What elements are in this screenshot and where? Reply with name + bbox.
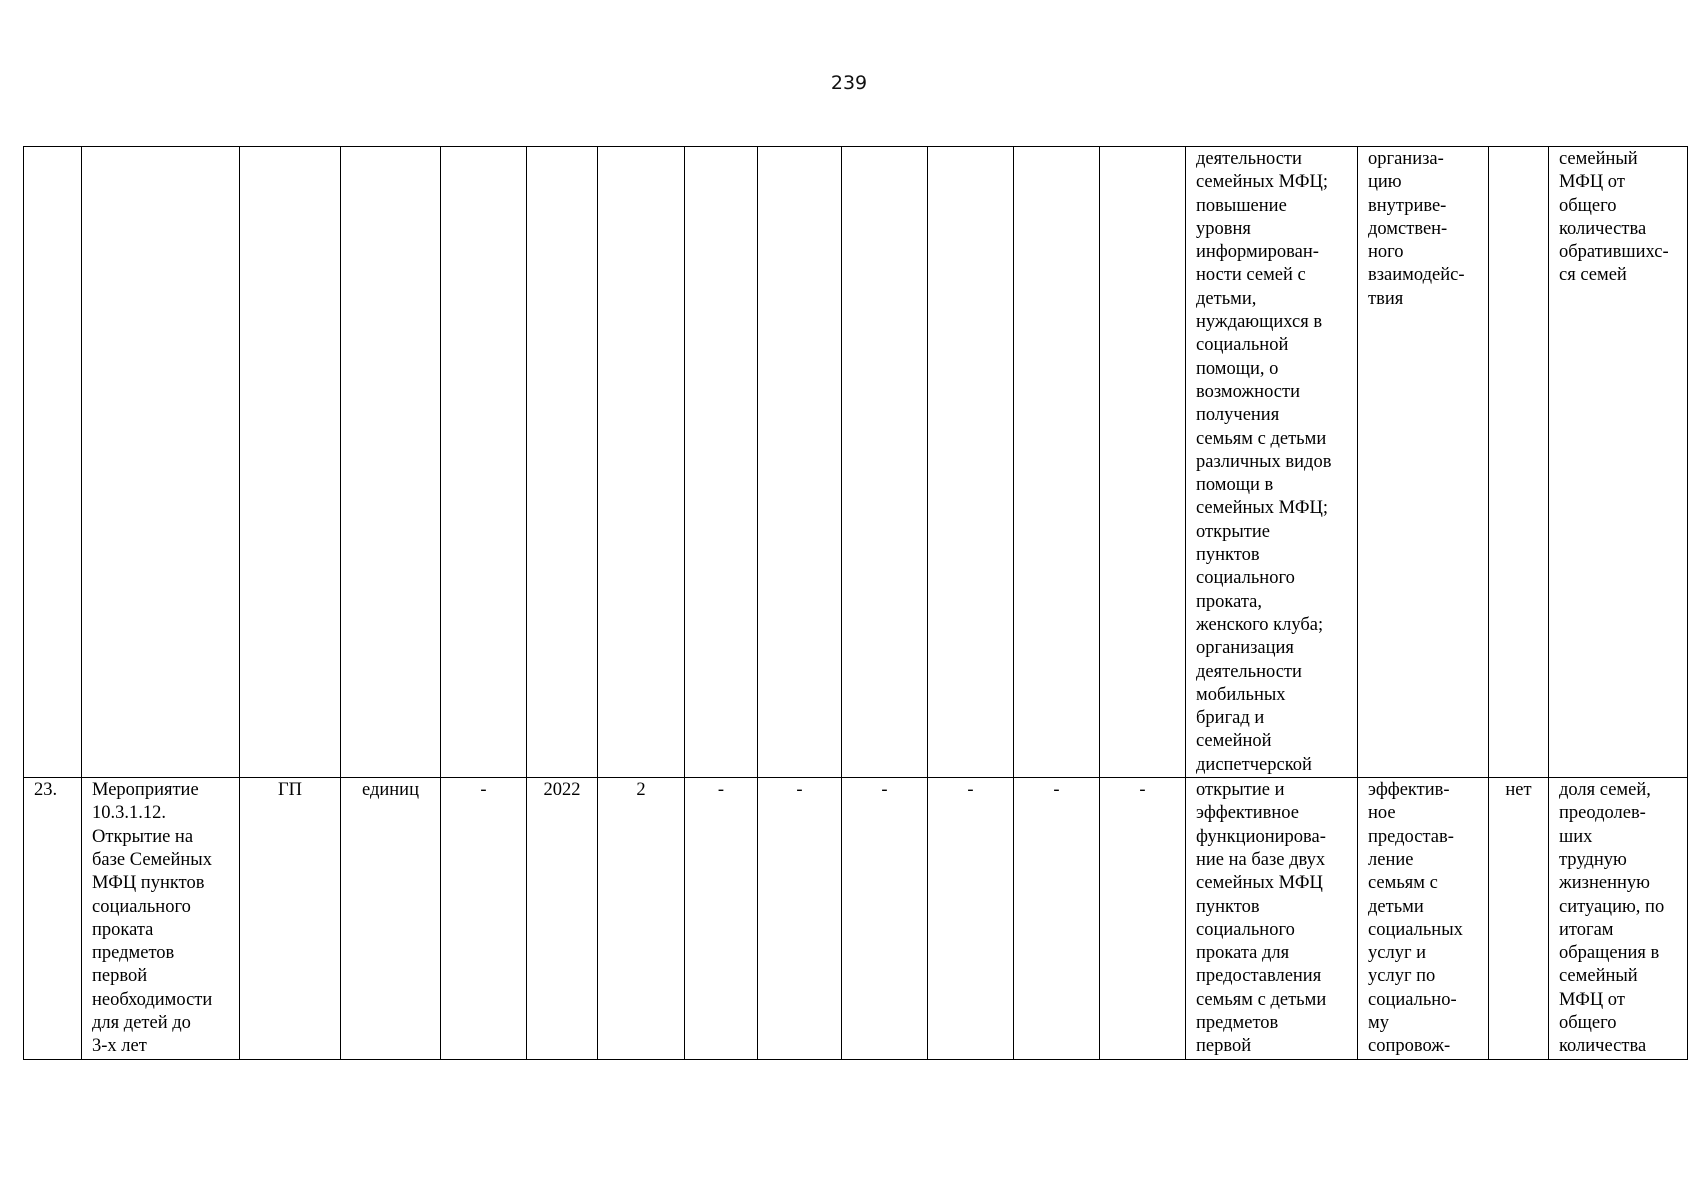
value-cell	[1014, 147, 1100, 778]
value-cell: 2	[598, 778, 685, 1060]
value-cell	[685, 147, 758, 778]
value-cell: -	[1100, 778, 1186, 1060]
table-row	[24, 147, 1688, 778]
value-cell	[1100, 147, 1186, 778]
table-cell	[441, 147, 527, 778]
value-cell	[598, 147, 685, 778]
indicator-cell: семейный МФЦ от общего количества обратившихс- ся семей	[1549, 147, 1688, 778]
table-cell	[1489, 147, 1549, 778]
value-cell	[928, 147, 1014, 778]
unit-cell	[341, 147, 441, 778]
unit-cell: единиц	[341, 778, 441, 1060]
year-cell	[527, 147, 598, 778]
row-number-cell	[24, 147, 82, 778]
indicator-cell: доля семей, преодолев- ших трудную жизненную ситуацию, по итогам обращения в семейный МФЦ от общего количества	[1549, 778, 1688, 1060]
value-cell: -	[842, 778, 928, 1060]
value-cell	[758, 147, 842, 778]
expected-result-cell: открытие и эффективное функционирова- ние на базе двух семейных МФЦ пунктов социального проката для предоставления семьям с детьми предметов первой	[1186, 778, 1358, 1060]
row-number-cell: 23.	[24, 778, 82, 1060]
value-cell: -	[1014, 778, 1100, 1060]
value-cell: -	[928, 778, 1014, 1060]
activity-name-cell	[82, 147, 240, 778]
table-cell: ГП	[240, 778, 341, 1060]
activity-name-cell: Мероприятие 10.3.1.12. Открытие на базе Семейных МФЦ пунктов социального проката предметов первой необходимости для детей до 3-х лет	[82, 778, 240, 1060]
effect-cell: эффектив- ное предостав- ление семьям с детьми социальных услуг и услуг по социально- му сопровож-	[1358, 778, 1489, 1060]
table-cell: -	[441, 778, 527, 1060]
value-cell: -	[758, 778, 842, 1060]
value-cell	[842, 147, 928, 778]
expected-result-cell: деятельности семейных МФЦ; повышение уровня информирован- ности семей с детьми, нуждающихся в социальной помощи, о возможности получения семьям с детьми различных видов помощи в семейных МФЦ; открытие пунктов социального проката, женского клуба; организация деятельности мобильных бригад и семейной диспетчерской	[1186, 147, 1358, 778]
page-number: 239	[830, 72, 868, 94]
table-row	[24, 778, 1688, 1060]
program-activities-table	[23, 146, 1688, 1060]
effect-cell: организа- цию внутриве- домствен- ного взаимодейс- твия	[1358, 147, 1489, 778]
year-cell: 2022	[527, 778, 598, 1060]
value-cell: -	[685, 778, 758, 1060]
table-cell	[240, 147, 341, 778]
table-cell: нет	[1489, 778, 1549, 1060]
